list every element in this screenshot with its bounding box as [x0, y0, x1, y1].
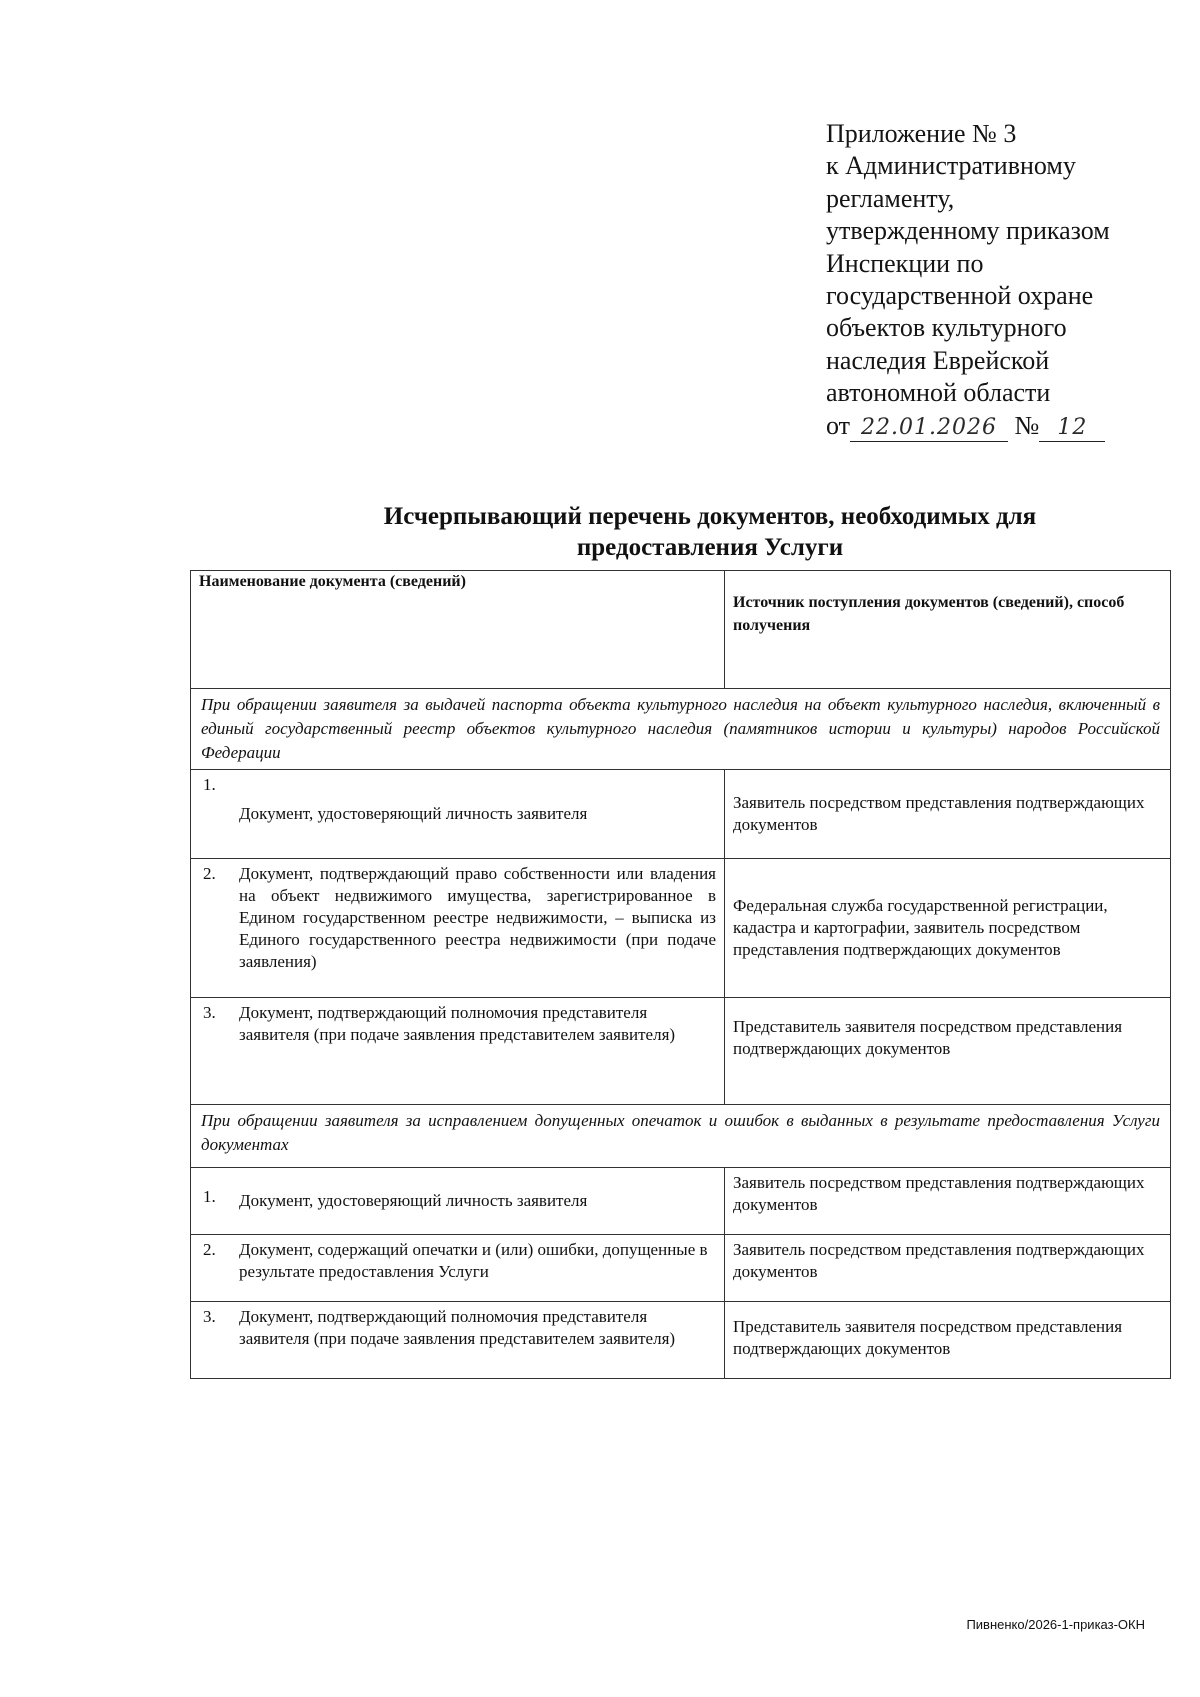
source-cell: Заявитель посредством представления подтверждающих документов: [725, 1235, 1171, 1302]
title-line-1: Исчерпывающий перечень документов, необходимых для: [383, 503, 1037, 530]
annex-line: государственной охране: [826, 281, 1094, 311]
source-cell: Представитель заявителя посредством представления подтверждающих документов: [725, 998, 1171, 1105]
document-name: Документ, удостоверяющий личность заявителя: [239, 1191, 588, 1210]
source-cell: Заявитель посредством представления подтверждающих документов: [725, 770, 1171, 859]
document-name: Документ, подтверждающий полномочия представителя заявителя (при подаче заявления представителем заявителя): [239, 1003, 676, 1044]
annex-block: [826, 118, 1166, 442]
document-name-cell: [191, 1302, 725, 1379]
handwritten-date: 22.01.2026: [861, 414, 998, 440]
title-line-2: предоставления Услуги: [576, 534, 844, 561]
row-number: 2.: [203, 1240, 216, 1259]
row-number: 1.: [203, 1187, 216, 1206]
annex-line: объектов культурного: [826, 313, 1067, 343]
table-row: [191, 998, 1171, 1105]
document-name: Документ, подтверждающий полномочия представителя заявителя (при подаче заявления представителем заявителя): [239, 1307, 676, 1348]
document-name-cell: [191, 1235, 725, 1302]
annex-line: регламенту,: [826, 183, 955, 213]
footer-reference: Пивненко/2026-1-приказ-ОКН: [966, 1617, 1145, 1632]
section-title: При обращении заявителя за выдачей паспорта объекта культурного наследия на объект культурного наследия, включенный в единый государственный реестр объектов культурного наследия (памятников истории и культуры) народов Российской Федерации: [191, 689, 1171, 770]
documents-table: [190, 570, 1171, 1379]
annex-line: автономной области: [826, 378, 1051, 408]
table-row: [191, 1235, 1171, 1302]
row-number: 2.: [203, 864, 216, 883]
section-title: При обращении заявителя за исправлением допущенных опечаток и ошибок в выданных в результате предоставления Услуги документах: [191, 1105, 1171, 1168]
date-prefix: от: [826, 410, 851, 440]
row-number: 3.: [203, 1003, 216, 1022]
table-row: [191, 1302, 1171, 1379]
annex-line: к Административному: [826, 151, 1076, 181]
table-row: [191, 859, 1171, 998]
date-underline: [850, 413, 1008, 442]
document-name-cell: [191, 859, 725, 998]
annex-line: утвержденному приказом: [826, 216, 1110, 246]
source-cell: Федеральная служба государственной регистрации, кадастра и картографии, заявитель посредством представления подтверждающих документов: [725, 859, 1171, 998]
number-underline: [1039, 413, 1105, 442]
source-cell: Представитель заявителя посредством представления подтверждающих документов: [725, 1302, 1171, 1379]
document-name-cell: [191, 1168, 725, 1235]
document-name-cell: [191, 998, 725, 1105]
row-number: 3.: [203, 1307, 216, 1326]
annex-title: Приложение № 3: [826, 119, 1017, 148]
table-header-row: [191, 571, 1171, 689]
section-row: [191, 689, 1171, 770]
document-name: Документ, удостоверяющий личность заявителя: [239, 804, 588, 823]
table-row: [191, 1168, 1171, 1235]
source-cell: Заявитель посредством представления подтверждающих документов: [725, 1168, 1171, 1235]
table-row: [191, 770, 1171, 859]
number-prefix: №: [1014, 410, 1040, 440]
section-row: [191, 1105, 1171, 1168]
header-source: Источник поступления документов (сведений), способ получения: [725, 571, 1171, 689]
annex-line: наследия Еврейской: [826, 345, 1050, 375]
handwritten-number: 12: [1057, 414, 1088, 440]
document-title: [240, 501, 1180, 563]
header-document-name: Наименование документа (сведений): [191, 571, 725, 689]
document-name: Документ, подтверждающий право собственности или владения на объект недвижимого имущества, зарегистрированное в Едином государственном реестре недвижимости, – выписка из Единого государственного реестра недвижимости (при подаче заявления): [239, 864, 716, 971]
annex-date-line: [826, 410, 1166, 442]
document-name-cell: [191, 770, 725, 859]
document-name: Документ, содержащий опечатки и (или) ошибки, допущенные в результате предоставления Услуги: [239, 1240, 708, 1281]
annex-line: Инспекции по: [826, 248, 984, 278]
row-number: 1.: [203, 775, 216, 794]
